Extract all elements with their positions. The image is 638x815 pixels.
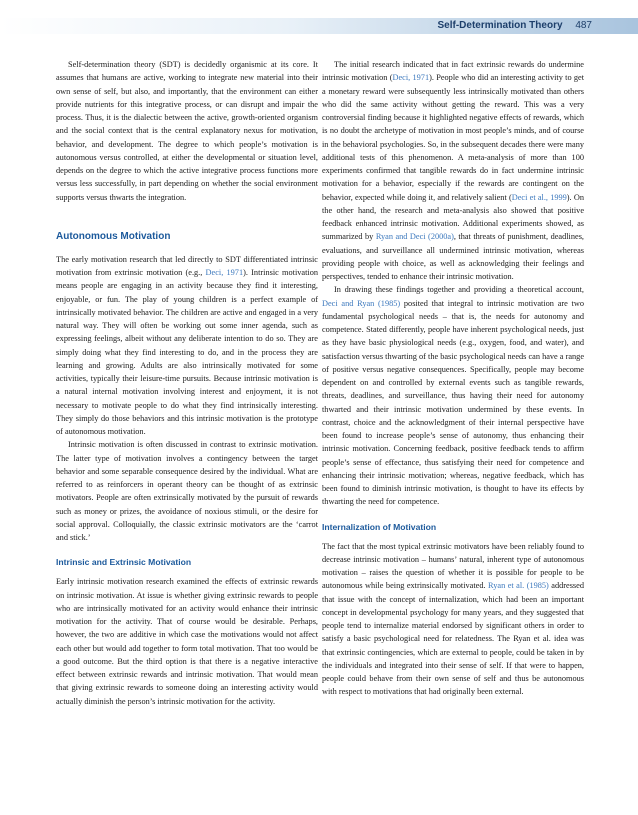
citation-link[interactable]: Deci and Ryan (1985) xyxy=(322,298,401,308)
paragraph-text: ). Intrinsic motivation means people are engaging in an activity because they find it interesting, enjoyable, or fun. The play of young children is a perfect example of intrinsically motivated behavior. The children are active and engaged in a very natural way. They will often be working out some inner agenda, such as expressing feelings, albeit without any deliberate intention to do so. They are simply doing what they find interesting to do, and in the process they are learning and growing. Adults are also intrinsically motivated for some activities, typically their leisure-time pursuits. Because intrinsic motivation is a natural internal motivation involving interest and enjoyment, it is not necessary to motivate people to do what they find intrinsically interesting. They simply do those behaviors and this intrinsic motivation is the prototype of autonomous motivation. xyxy=(56,268,318,436)
running-title: Self-Determination Theory xyxy=(437,20,563,31)
page-number: 487 xyxy=(575,20,592,31)
citation-link[interactable]: Deci, 1971 xyxy=(392,73,430,83)
citation-link[interactable]: Ryan and Deci (2000a) xyxy=(375,232,454,242)
subsection-heading-internalization: Internalization of Motivation xyxy=(322,521,437,532)
citation-link[interactable]: Ryan et al. (1985) xyxy=(488,581,549,591)
subsection-heading-intrinsic-extrinsic: Intrinsic and Extrinsic Motivation xyxy=(56,557,192,568)
citation-link[interactable]: Deci et al., 1999 xyxy=(511,192,567,202)
right-column xyxy=(322,58,584,699)
paragraph-text: In drawing these findings together and providing a theoretical account, xyxy=(334,285,584,295)
paragraph xyxy=(322,58,584,283)
paragraph-text: Self-determination theory (SDT) is decidedly organismic at its core. It assumes that humans are active, working to integrate new material into their own sense of self, but also, and importantly, that the environment can either provide nutrients for this integrative process, or can disrupt and impair the process. Thus, it is the dialectic between the active, growth-oriented organism and the social context that is the central explanatory nexus for motivation, behavior, and development. The degree to which people’s motivation is autonomous versus controlled, at either the developmental or situation level, depends on the degree to which the active integrative process functions more versus less successfully, in part depending on whether the social environment supports versus thwarts the integration. xyxy=(56,60,318,202)
paragraph xyxy=(322,283,584,508)
paragraph xyxy=(322,540,584,699)
section-heading-autonomous-motivation: Autonomous Motivation xyxy=(56,230,171,242)
paragraph-text: , that threats of punishment, deadlines, evaluations, and surveillance all undermined intrinsic motivation, whereas providing people with choice, as well as acknowledging their feelings and perspectives, tended to enhance their intrinsic motivation. xyxy=(322,232,584,281)
paragraph-text: The initial research indicated that in fact extrinsic rewards do undermine intrinsic motivation ( xyxy=(322,60,584,83)
citation-link[interactable]: Deci, 1971 xyxy=(205,268,244,277)
paragraph-text: addressed that issue with the concept of internalization, which had been an important concept in developmental psychology for many years, and they suggested that people tend to internalize material endorsed by significant others in order to satisfy a basic psychological need for relatedness. The Ryan et al. idea was that extrinsic contingencies, which are external to people, could be taken in by the individuals and integrated into their sense of self. If that were to happen, people could behave from their own sense of self and thus be autonomous with respect to motivations that had originally been external. xyxy=(322,581,584,697)
paragraph: Early intrinsic motivation research examined the effects of extrinsic rewards on intrinsic motivation. At issue is whether giving extrinsic rewards to people who are intrinsically motivated for an activity would enhance their intrinsic motivation for the activity. That of course would be desirable. Perhaps, however, the two are additive in which case the motivations would not affect each other but would add together to form total motivation. That too would be a good outcome. But the third option is that there is a negative interactive effect between extrinsic rewards and intrinsic motivation. That would mean that giving extrinsic rewards to someone doing an interesting activity would actually diminish the person’s intrinsic motivation for the activity. xyxy=(56,577,318,706)
paragraph-text: ). People who did an interesting activity to get a monetary reward were subsequently less intrinsically motivated than others who did the same activity without getting the reward. This was a very controversial finding because it highlighted negative effects of rewards, which is no doubt the archetype of motivation in most people’s minds, and of course in the behavioral psychologies. So, in the subsequent decades there were many additional tests of this phenomenon. A meta-analysis of more than 100 experiments confirmed that tangible rewards do in fact undermine intrinsic motivation for a behavior, especially if the rewards are contingent on the behavior, expected while doing it, and relatively salient ( xyxy=(322,73,585,202)
paragraph: Intrinsic motivation is often discussed in contrast to extrinsic motivation. The latter type of motivation involves a contingency between the target behavior and some separable consequence desired by the individual. What are referred to as reinforcers in operant theory can be thought of as extrinsic motivators. People are often extrinsically motivated by the pursuit of rewards such as money or prizes, the avoidance of noxious stimuli, or the desire for social approval. Colloquially, the classic extrinsic motivators are the ‘carrot and stick.’ xyxy=(56,440,318,542)
running-head xyxy=(438,19,593,33)
paragraph xyxy=(56,253,318,439)
paragraph-text: ). On the other hand, the research and meta-analysis also showed that positive feedback enhanced intrinsic motivation. Additional experiments showed, as summarized by xyxy=(322,192,584,242)
paragraph-text: The fact that the most typical extrinsic motivators have been reliably found to decrease intrinsic motivation – humans’ natural, inherent type of autonomous motivation – raises the question of whether it is possible for people to be autonomous while being extrinsically motivated. xyxy=(322,541,584,591)
left-column xyxy=(56,58,318,708)
paragraph-text: The early motivation research that led directly to SDT differentiated intrinsic motivation from extrinsic motivation (e.g., xyxy=(56,254,318,277)
paragraph xyxy=(56,58,318,204)
paragraph-text: posited that integral to intrinsic motivation are two fundamental psychological needs – that is, the needs for autonomy and competence. Stated differently, people have inherent psychological needs, just as they have basic physiological needs (e.g., oxygen, food, and water), and satisfaction versus thwarting of the basic psychological needs can have a range of positive versus negative consequences. Specifically, people may become dependent on and controlled by external events such as tangible rewards, threats, deadlines, and surveillance, thus having their need for autonomy thwarted and their intrinsic motivation undermined by these events. In contrast, choice and the acknowledgment of their internal perspective have been found to increase people’s sense of autonomy, thus enhancing their intrinsic motivation. Concerning feedback, positive feedback tends to affirm people’s sense of effectance, thus satisfying their need for competence and enhancing their intrinsic motivation; whereas, negative feedback, which has been found to diminish intrinsic motivation, is thought to have its effects by thwarting the need for competence. xyxy=(322,298,585,507)
